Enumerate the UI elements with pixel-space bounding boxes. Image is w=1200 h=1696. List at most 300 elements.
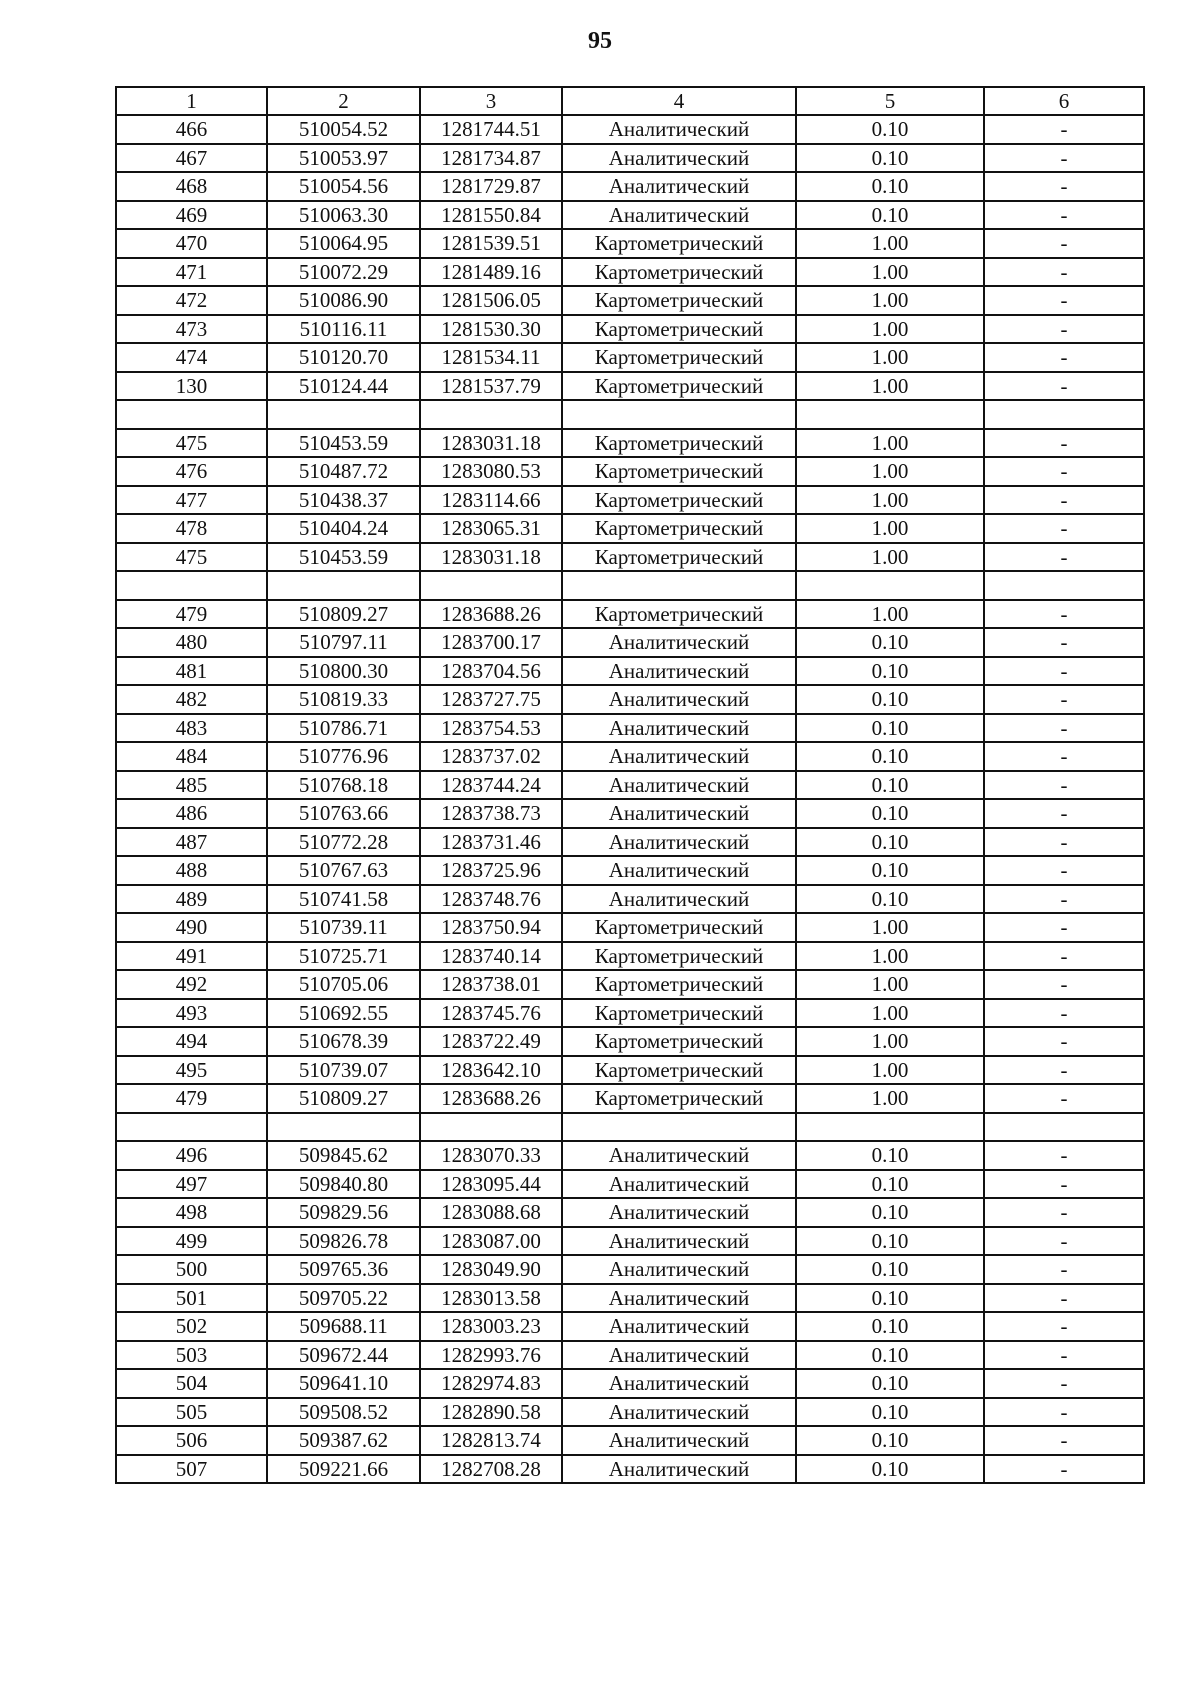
table-cell: 510800.30 <box>267 657 420 686</box>
table-cell: 0.10 <box>796 115 984 144</box>
table-cell: 510763.66 <box>267 799 420 828</box>
table-row <box>116 1341 1144 1370</box>
table-cell: 1283688.26 <box>420 1084 562 1113</box>
table-cell: 0.10 <box>796 771 984 800</box>
table-row <box>116 742 1144 771</box>
table-cell: 1281744.51 <box>420 115 562 144</box>
table-cell <box>267 571 420 600</box>
table-row <box>116 229 1144 258</box>
table-cell: 510404.24 <box>267 514 420 543</box>
table-cell: 510453.59 <box>267 543 420 572</box>
table-cell: 509765.36 <box>267 1255 420 1284</box>
table-cell: 510692.55 <box>267 999 420 1028</box>
table-cell: 509688.11 <box>267 1312 420 1341</box>
table-cell: 0.10 <box>796 828 984 857</box>
table-row <box>116 970 1144 999</box>
column-header: 5 <box>796 87 984 115</box>
table-cell: 510809.27 <box>267 600 420 629</box>
table-cell: 510054.56 <box>267 172 420 201</box>
table-row <box>116 771 1144 800</box>
table-cell <box>562 571 796 600</box>
table-cell: Аналитический <box>562 714 796 743</box>
table-cell: 0.10 <box>796 1341 984 1370</box>
table-cell <box>984 571 1144 600</box>
table-row <box>116 429 1144 458</box>
table-cell: 1.00 <box>796 286 984 315</box>
table-cell: 487 <box>116 828 267 857</box>
coordinates-table <box>115 86 1145 1484</box>
table-cell: 1283737.02 <box>420 742 562 771</box>
table-row <box>116 1141 1144 1170</box>
table-cell: 477 <box>116 486 267 515</box>
table-cell <box>796 571 984 600</box>
table-cell: 1283731.46 <box>420 828 562 857</box>
table-cell <box>796 1113 984 1142</box>
table-cell: - <box>984 229 1144 258</box>
table-cell: 1.00 <box>796 1084 984 1113</box>
table-cell: 1283095.44 <box>420 1170 562 1199</box>
table-cell: 496 <box>116 1141 267 1170</box>
table-cell: 509221.66 <box>267 1455 420 1484</box>
table-cell: Картометрический <box>562 1056 796 1085</box>
table-cell: Картометрический <box>562 315 796 344</box>
table-cell: 0.10 <box>796 799 984 828</box>
table-cell: 510767.63 <box>267 856 420 885</box>
table-cell: 476 <box>116 457 267 486</box>
table-cell: Аналитический <box>562 1284 796 1313</box>
table-cell: 130 <box>116 372 267 401</box>
table-cell: 1283688.26 <box>420 600 562 629</box>
table-cell: 1.00 <box>796 514 984 543</box>
table-cell: - <box>984 1369 1144 1398</box>
table-cell: Аналитический <box>562 1198 796 1227</box>
table-cell: 1283745.76 <box>420 999 562 1028</box>
table-cell: Аналитический <box>562 1341 796 1370</box>
table-cell: - <box>984 1170 1144 1199</box>
table-cell: 509508.52 <box>267 1398 420 1427</box>
table-cell: 1.00 <box>796 429 984 458</box>
table-cell: - <box>984 286 1144 315</box>
table-cell: 509826.78 <box>267 1227 420 1256</box>
table-cell: - <box>984 942 1144 971</box>
table-cell: 478 <box>116 514 267 543</box>
table-cell: - <box>984 913 1144 942</box>
table-cell: 1281550.84 <box>420 201 562 230</box>
table-cell: - <box>984 685 1144 714</box>
table-cell: 510705.06 <box>267 970 420 999</box>
table-cell: 510786.71 <box>267 714 420 743</box>
table-cell: 0.10 <box>796 628 984 657</box>
table-cell: 504 <box>116 1369 267 1398</box>
table-body <box>116 115 1144 1483</box>
table-cell: 1283738.73 <box>420 799 562 828</box>
table-cell: - <box>984 315 1144 344</box>
table-cell: Картометрический <box>562 942 796 971</box>
table-cell: 481 <box>116 657 267 686</box>
table-cell <box>796 400 984 429</box>
table-cell: 510487.72 <box>267 457 420 486</box>
table-cell: 510797.11 <box>267 628 420 657</box>
table-cell: 1283114.66 <box>420 486 562 515</box>
table-cell: 503 <box>116 1341 267 1370</box>
table-cell: 1281539.51 <box>420 229 562 258</box>
table-row <box>116 400 1144 429</box>
table-cell: 495 <box>116 1056 267 1085</box>
table-cell: 488 <box>116 856 267 885</box>
table-cell: 0.10 <box>796 1170 984 1199</box>
table-cell: 1.00 <box>796 1056 984 1085</box>
table-cell: Картометрический <box>562 258 796 287</box>
table-cell: 510124.44 <box>267 372 420 401</box>
table-row <box>116 571 1144 600</box>
table-row <box>116 172 1144 201</box>
table-cell: 498 <box>116 1198 267 1227</box>
table-cell <box>420 400 562 429</box>
table-cell: Аналитический <box>562 828 796 857</box>
table-cell: 1.00 <box>796 942 984 971</box>
table-cell: 1283748.76 <box>420 885 562 914</box>
table-cell: 510741.58 <box>267 885 420 914</box>
table-cell: 479 <box>116 600 267 629</box>
table-cell: 509387.62 <box>267 1426 420 1455</box>
table-cell: 1283738.01 <box>420 970 562 999</box>
table-row <box>116 1027 1144 1056</box>
table-cell: - <box>984 1341 1144 1370</box>
table-cell: 1281506.05 <box>420 286 562 315</box>
table-cell: 475 <box>116 429 267 458</box>
table-row <box>116 115 1144 144</box>
table-row <box>116 657 1144 686</box>
table-cell: 471 <box>116 258 267 287</box>
table-row <box>116 1284 1144 1313</box>
table-cell: Аналитический <box>562 1141 796 1170</box>
table-cell: 474 <box>116 343 267 372</box>
table-cell: 0.10 <box>796 201 984 230</box>
table-cell: Аналитический <box>562 685 796 714</box>
column-header: 4 <box>562 87 796 115</box>
table-cell <box>116 571 267 600</box>
table-cell: 1281734.87 <box>420 144 562 173</box>
table-cell: 0.10 <box>796 856 984 885</box>
table-cell: 500 <box>116 1255 267 1284</box>
table-cell: - <box>984 1398 1144 1427</box>
table-cell: 0.10 <box>796 657 984 686</box>
table-cell: 1.00 <box>796 543 984 572</box>
table-cell: 510453.59 <box>267 429 420 458</box>
table-row <box>116 1056 1144 1085</box>
table-cell <box>420 1113 562 1142</box>
table-cell: Аналитический <box>562 1227 796 1256</box>
table-cell: - <box>984 201 1144 230</box>
table-row <box>116 999 1144 1028</box>
table-cell: Аналитический <box>562 856 796 885</box>
table-cell <box>562 1113 796 1142</box>
column-header: 1 <box>116 87 267 115</box>
table-row <box>116 714 1144 743</box>
table-cell: 489 <box>116 885 267 914</box>
table-cell: 0.10 <box>796 1426 984 1455</box>
table-cell: 1.00 <box>796 600 984 629</box>
table-cell: 1283727.75 <box>420 685 562 714</box>
column-header: 3 <box>420 87 562 115</box>
table-cell: - <box>984 172 1144 201</box>
table-cell: 510739.11 <box>267 913 420 942</box>
table-cell: 492 <box>116 970 267 999</box>
table-cell: 1.00 <box>796 315 984 344</box>
table-cell: - <box>984 657 1144 686</box>
table-cell: 0.10 <box>796 1255 984 1284</box>
table-cell: 1282993.76 <box>420 1341 562 1370</box>
table-cell: 483 <box>116 714 267 743</box>
table-cell: - <box>984 742 1144 771</box>
table-cell: 510120.70 <box>267 343 420 372</box>
table-cell: - <box>984 999 1144 1028</box>
table-cell: - <box>984 514 1144 543</box>
table-cell: 0.10 <box>796 1141 984 1170</box>
table-cell: Аналитический <box>562 115 796 144</box>
table-cell: Картометрический <box>562 343 796 372</box>
table-row <box>116 1312 1144 1341</box>
table-cell: 1281534.11 <box>420 343 562 372</box>
table-cell: 468 <box>116 172 267 201</box>
table-cell: 510064.95 <box>267 229 420 258</box>
table-row <box>116 942 1144 971</box>
table-cell: 1281729.87 <box>420 172 562 201</box>
table-cell: Картометрический <box>562 543 796 572</box>
table-row <box>116 286 1144 315</box>
table-cell: 0.10 <box>796 1398 984 1427</box>
table-cell: - <box>984 1141 1144 1170</box>
table-cell: - <box>984 1455 1144 1484</box>
table-cell: - <box>984 429 1144 458</box>
table-cell: Картометрический <box>562 286 796 315</box>
table-cell: Картометрический <box>562 457 796 486</box>
table-cell: 509672.44 <box>267 1341 420 1370</box>
table-row <box>116 1398 1144 1427</box>
table-cell: - <box>984 1056 1144 1085</box>
table-cell <box>562 400 796 429</box>
table-row <box>116 685 1144 714</box>
table-cell: 490 <box>116 913 267 942</box>
table-cell: 0.10 <box>796 1455 984 1484</box>
table-cell: 510819.33 <box>267 685 420 714</box>
table-cell: Аналитический <box>562 1255 796 1284</box>
table-cell: 472 <box>116 286 267 315</box>
table-row <box>116 628 1144 657</box>
table-cell <box>984 1113 1144 1142</box>
table-cell: 510809.27 <box>267 1084 420 1113</box>
table-cell <box>267 1113 420 1142</box>
table-cell: 510776.96 <box>267 742 420 771</box>
table-cell: - <box>984 372 1144 401</box>
table-cell: 1283088.68 <box>420 1198 562 1227</box>
table-cell: 510438.37 <box>267 486 420 515</box>
table-cell: 510053.97 <box>267 144 420 173</box>
table-cell: 493 <box>116 999 267 1028</box>
table-cell: - <box>984 343 1144 372</box>
table-cell <box>116 1113 267 1142</box>
table-row <box>116 913 1144 942</box>
table-cell: Аналитический <box>562 144 796 173</box>
table-cell: 510063.30 <box>267 201 420 230</box>
table-cell: Аналитический <box>562 657 796 686</box>
table-cell <box>420 571 562 600</box>
table-cell: 1283080.53 <box>420 457 562 486</box>
table-cell: 0.10 <box>796 885 984 914</box>
table-row <box>116 1369 1144 1398</box>
table-cell: 1281489.16 <box>420 258 562 287</box>
table-cell: - <box>984 1426 1144 1455</box>
table-cell: 501 <box>116 1284 267 1313</box>
table-cell: 1.00 <box>796 457 984 486</box>
table-row <box>116 258 1144 287</box>
table-cell: 1.00 <box>796 372 984 401</box>
table-cell: Аналитический <box>562 1426 796 1455</box>
table-cell: - <box>984 771 1144 800</box>
table-cell: 505 <box>116 1398 267 1427</box>
table-cell: 475 <box>116 543 267 572</box>
table-cell: 510086.90 <box>267 286 420 315</box>
table-cell: 507 <box>116 1455 267 1484</box>
table-cell: 1281537.79 <box>420 372 562 401</box>
table-cell: 1282974.83 <box>420 1369 562 1398</box>
table-cell: Картометрический <box>562 514 796 543</box>
table-cell: 467 <box>116 144 267 173</box>
table-cell: 1282708.28 <box>420 1455 562 1484</box>
table-cell: 1283642.10 <box>420 1056 562 1085</box>
table-cell: 0.10 <box>796 1369 984 1398</box>
table-row <box>116 600 1144 629</box>
table-cell: Картометрический <box>562 1084 796 1113</box>
table-cell: 469 <box>116 201 267 230</box>
table-cell: - <box>984 144 1144 173</box>
table-cell: Аналитический <box>562 799 796 828</box>
table-cell: 502 <box>116 1312 267 1341</box>
table-cell: - <box>984 1084 1144 1113</box>
table-cell: 509840.80 <box>267 1170 420 1199</box>
table-row <box>116 343 1144 372</box>
table-cell: 0.10 <box>796 742 984 771</box>
table-cell: 510772.28 <box>267 828 420 857</box>
table-cell: Аналитический <box>562 1398 796 1427</box>
table-cell: 1283700.17 <box>420 628 562 657</box>
table-row <box>116 457 1144 486</box>
table-cell: 484 <box>116 742 267 771</box>
table-row <box>116 885 1144 914</box>
table-row <box>116 1198 1144 1227</box>
table-cell: 0.10 <box>796 144 984 173</box>
table-cell: - <box>984 600 1144 629</box>
table-cell: - <box>984 828 1144 857</box>
table-cell: - <box>984 970 1144 999</box>
table-cell: Картометрический <box>562 970 796 999</box>
table-cell: 510072.29 <box>267 258 420 287</box>
table-cell: 510678.39 <box>267 1027 420 1056</box>
table-cell: - <box>984 457 1144 486</box>
table-cell: 485 <box>116 771 267 800</box>
table-cell: 1.00 <box>796 486 984 515</box>
table-row <box>116 1255 1144 1284</box>
table-cell: Аналитический <box>562 201 796 230</box>
table-cell: - <box>984 885 1144 914</box>
table-cell: 499 <box>116 1227 267 1256</box>
table-header <box>116 87 1144 115</box>
table-cell: Аналитический <box>562 628 796 657</box>
table-cell: 509705.22 <box>267 1284 420 1313</box>
table-row <box>116 1227 1144 1256</box>
table-cell: 0.10 <box>796 1312 984 1341</box>
table-cell: - <box>984 115 1144 144</box>
table-cell: 0.10 <box>796 714 984 743</box>
table-cell: 473 <box>116 315 267 344</box>
table-cell: 1.00 <box>796 229 984 258</box>
table-cell: Картометрический <box>562 1027 796 1056</box>
table-cell: Картометрический <box>562 486 796 515</box>
table-cell: 479 <box>116 1084 267 1113</box>
table-cell: 1283003.23 <box>420 1312 562 1341</box>
table-cell: 486 <box>116 799 267 828</box>
table-cell: 510739.07 <box>267 1056 420 1085</box>
table-cell: - <box>984 714 1144 743</box>
table-cell: 1.00 <box>796 343 984 372</box>
table-cell <box>984 400 1144 429</box>
table-row <box>116 201 1144 230</box>
table-cell: 510768.18 <box>267 771 420 800</box>
table-cell: 1283031.18 <box>420 429 562 458</box>
table-cell: 1.00 <box>796 258 984 287</box>
table-cell: Аналитический <box>562 1369 796 1398</box>
table-cell: - <box>984 856 1144 885</box>
table-cell: 509641.10 <box>267 1369 420 1398</box>
table-cell: 1283754.53 <box>420 714 562 743</box>
table-cell: 0.10 <box>796 172 984 201</box>
table-cell: 1283070.33 <box>420 1141 562 1170</box>
header-row <box>116 87 1144 115</box>
table-cell: Аналитический <box>562 1312 796 1341</box>
table-cell: 466 <box>116 115 267 144</box>
table-row <box>116 1113 1144 1142</box>
table-cell: Аналитический <box>562 1170 796 1199</box>
table-cell: 1283013.58 <box>420 1284 562 1313</box>
table-cell: 506 <box>116 1426 267 1455</box>
table-row <box>116 1084 1144 1113</box>
table-cell: Картометрический <box>562 600 796 629</box>
table-row <box>116 315 1144 344</box>
table-cell: - <box>984 258 1144 287</box>
table-cell: 510116.11 <box>267 315 420 344</box>
table-cell: 1283740.14 <box>420 942 562 971</box>
table-cell: 1283065.31 <box>420 514 562 543</box>
table-cell: 470 <box>116 229 267 258</box>
table-cell: - <box>984 1027 1144 1056</box>
table-cell: Картометрический <box>562 913 796 942</box>
table-cell: 1283049.90 <box>420 1255 562 1284</box>
table-cell: - <box>984 1255 1144 1284</box>
table-cell: 1283087.00 <box>420 1227 562 1256</box>
table-row <box>116 372 1144 401</box>
table-cell: Картометрический <box>562 999 796 1028</box>
table-cell <box>267 400 420 429</box>
table-cell <box>116 400 267 429</box>
table-cell: 1283722.49 <box>420 1027 562 1056</box>
table-row <box>116 144 1144 173</box>
table-row <box>116 1426 1144 1455</box>
table-cell: 497 <box>116 1170 267 1199</box>
table-cell: 1.00 <box>796 999 984 1028</box>
table-cell: 0.10 <box>796 1284 984 1313</box>
table-row <box>116 1170 1144 1199</box>
table-cell: 0.10 <box>796 1198 984 1227</box>
